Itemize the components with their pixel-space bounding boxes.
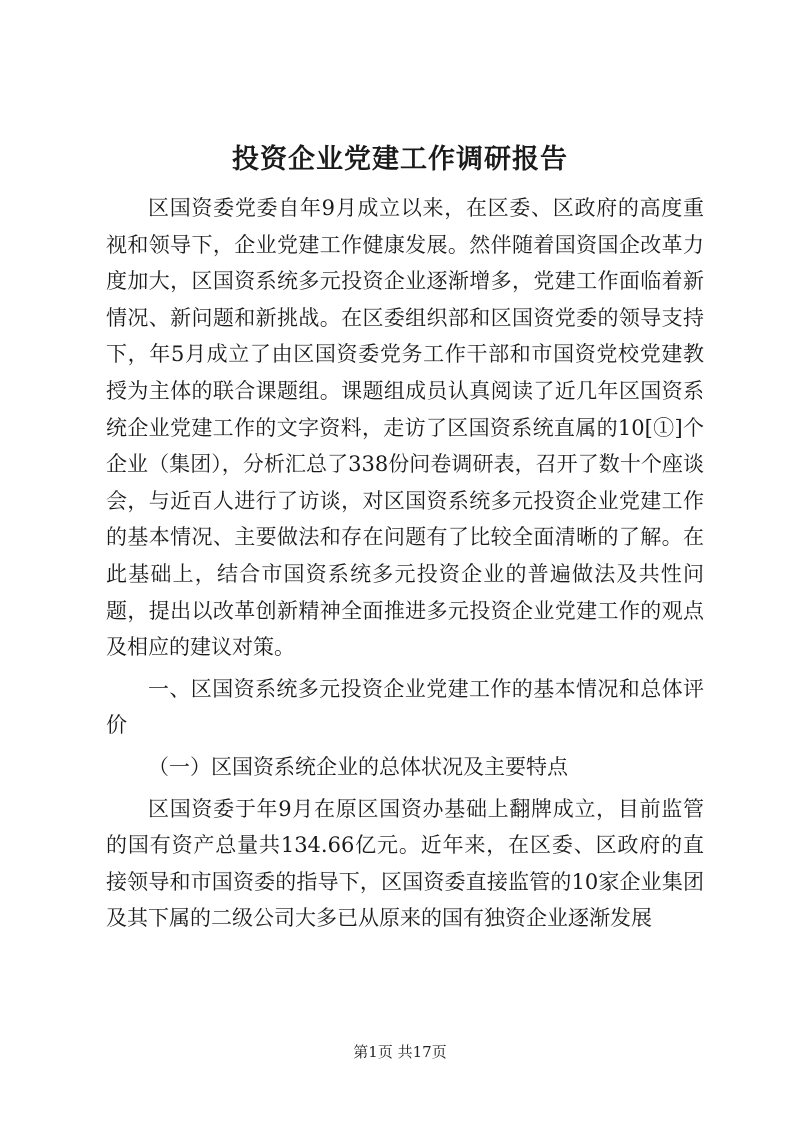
total-pages-number: 17 xyxy=(412,1043,432,1061)
document-body xyxy=(106,190,704,937)
body-paragraph-2: 区国资委于年9月在原区国资办基础上翻牌成立，目前监管的国有资产总量共134.66亿元。近年来，在区委、区政府的直接领导和市国资委的指导下，区国资委直接监管的10家企业集团及其下属的二级公司大多已从原来的国有独资企业逐渐发展 xyxy=(106,796,704,931)
page-label-suffix: 页 xyxy=(431,1043,447,1061)
subsection-heading: （一）区国资系统企业的总体状况及主要特点 xyxy=(148,754,568,779)
page-footer xyxy=(0,1042,800,1062)
current-page-number: 1 xyxy=(368,1043,378,1061)
page-label-mid: 页 共 xyxy=(377,1043,413,1061)
page-label-prefix: 第 xyxy=(353,1043,369,1061)
document-title: 投资企业党建工作调研报告 xyxy=(232,144,568,175)
section-heading: 一、区国资系统多元投资企业党建工作的基本情况和总体评价 xyxy=(106,676,704,738)
intro-paragraph: 区国资委党委自年9月成立以来，在区委、区政府的高度重视和领导下，企业党建工作健康发展。然伴随着国资国企改革力度加大，区国资系统多元投资企业逐渐增多，党建工作面临着新情况、新问题和新挑战。在区委组织部和区国资党委的领导支持下，年5月成立了由区国资委党务工作干部和市国资党校党建教授为主体的联合课题组。课题组成员认真阅读了近几年区国资系统企业党建工作的文字资料，走访了区国资系统直属的10[①]个企业（集团），分析汇总了338份问卷调研表，召开了数十个座谈会，与近百人进行了访谈，对区国资系统多元投资企业党建工作的基本情况、主要做法和存在问题有了比较全面清晰的了解。在此基础上，结合市国资系统多元投资企业的普遍做法及共性问题，提出以改革创新精神全面推进多元投资企业党建工作的观点及相应的建议对策。 xyxy=(106,196,704,660)
